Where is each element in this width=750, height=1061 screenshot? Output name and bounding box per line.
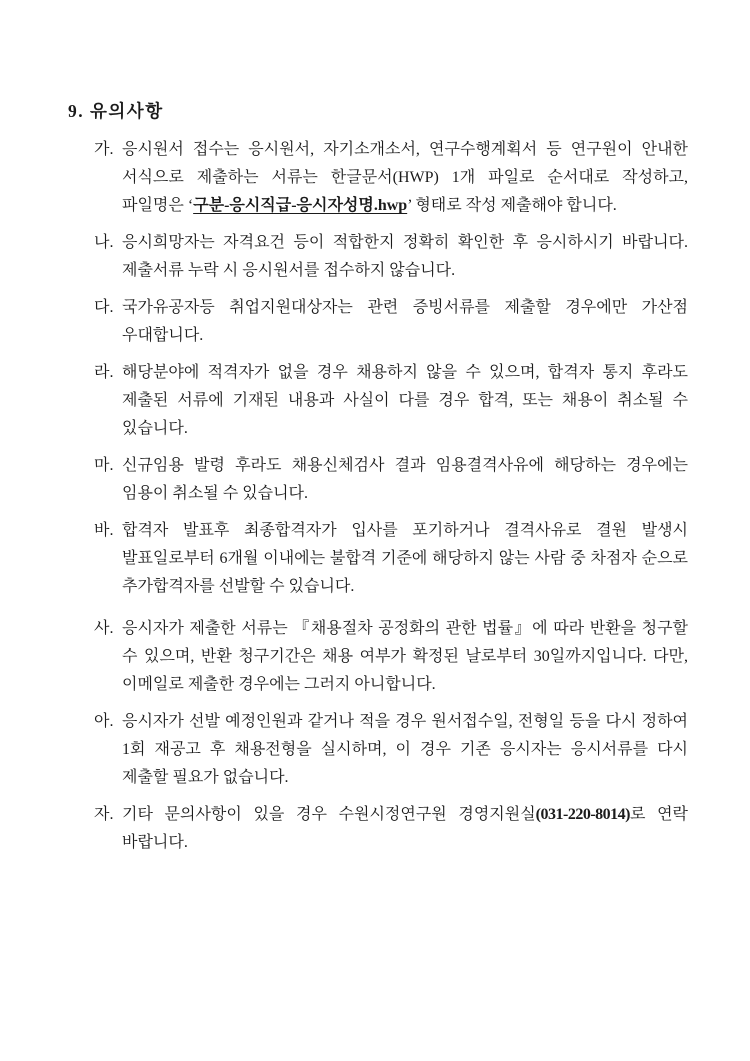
list-item-text xyxy=(122,615,688,699)
list-item-na xyxy=(94,229,688,285)
text-run: 신규임용 발령 후라도 채용신체검사 결과 임용결격사유에 해당하는 경우에는 임용이 취소될 수 있습니다. xyxy=(122,457,688,502)
list-item-text xyxy=(122,517,688,601)
list-item-ba xyxy=(94,517,688,601)
list-item-label: 가. xyxy=(94,141,114,158)
list-item-label: 사. xyxy=(94,620,114,637)
list-item-ga xyxy=(94,136,688,220)
text-run: 응시원서 접수는 응시원서, 자기소개소서, 연구수행계획서 등 연구원이 안내한 서식으로 제출하는 서류는 한글문서(HWP) 1개 파일로 순서대로 작성하고, 파일명은 ‘ xyxy=(122,141,688,214)
list-item-text xyxy=(122,136,688,220)
list-item-text xyxy=(122,229,688,285)
list-item-label: 아. xyxy=(94,713,114,730)
section-heading: 9. 유의사항 xyxy=(68,101,164,121)
list-item-text xyxy=(122,294,688,350)
list-item-label: 다. xyxy=(94,299,114,316)
list-item-label: 마. xyxy=(94,457,114,474)
text-run: ’ 형태로 작성 제출해야 합니다. xyxy=(407,197,617,214)
text-run: 합격자 발표후 최종합격자가 입사를 포기하거나 결격사유로 결원 발생시 발표일로부터 6개월 이내에는 불합격 기준에 해당하지 않는 사람 중 차점자 순으로 추가합격자를 선발할 수 있습니다. xyxy=(122,522,688,595)
list-item-ma xyxy=(94,452,688,508)
list-item-text xyxy=(122,708,688,792)
list-item-ja xyxy=(94,801,688,857)
text-run: 해당분야에 적격자가 없을 경우 채용하지 않을 수 있으며, 합격자 통지 후라도 제출된 서류에 기재된 내용과 사실이 다를 경우 합격, 또는 채용이 취소될 수 있습니다. xyxy=(122,364,688,437)
list-item-da xyxy=(94,294,688,350)
phone-emphasis: (031-220-8014) xyxy=(535,806,630,823)
list-item-label: 바. xyxy=(94,522,114,539)
list-item-text xyxy=(122,452,688,508)
text-run: 응시자가 선발 예정인원과 같거나 적을 경우 원서접수일, 전형일 등을 다시 정하여 1회 재공고 후 채용전형을 실시하며, 이 경우 기존 응시자는 응시서류를 다시 제출할 필요가 없습니다. xyxy=(122,713,688,786)
list-item-label: 자. xyxy=(94,806,114,823)
list-item-label: 나. xyxy=(94,234,114,251)
list-item-label: 라. xyxy=(94,364,114,381)
filename-emphasis: 구분-응시직급-응시자성명.hwp xyxy=(193,197,408,214)
text-run: 응시자가 제출한 서류는 『채용절차 공정화의 관한 법률』에 따라 반환을 청구할 수 있으며, 반환 청구기간은 채용 여부가 확정된 날로부터 30일까지입니다. 다만, 이메일로 제출한 경우에는 그러지 아니합니다. xyxy=(122,620,688,693)
text-run: 기타 문의사항이 있을 경우 수원시정연구원 경영지원실 xyxy=(122,806,536,823)
text-run: 로 연락 바랍니다. xyxy=(122,806,688,851)
list-item-sa xyxy=(94,615,688,699)
list-item-a xyxy=(94,708,688,792)
text-run: 응시희망자는 자격요건 등이 적합한지 정확히 확인한 후 응시하시기 바랍니다. 제출서류 누락 시 응시원서를 접수하지 않습니다. xyxy=(122,234,688,279)
list-item-text xyxy=(122,801,688,857)
list-item-text xyxy=(122,359,688,443)
list-item-ra xyxy=(94,359,688,443)
text-run: 국가유공자등 취업지원대상자는 관련 증빙서류를 제출할 경우에만 가산점 우대합니다. xyxy=(122,299,688,344)
